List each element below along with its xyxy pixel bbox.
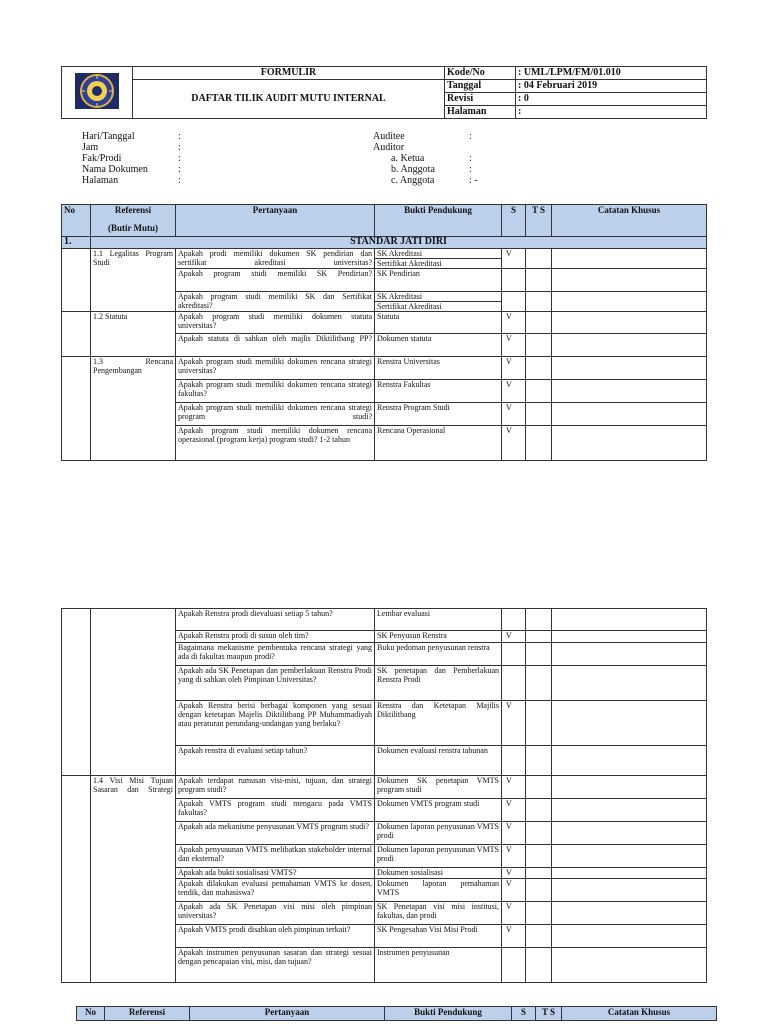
- meta-label: Auditor: [373, 142, 405, 153]
- col-ref-label: Referensi: [114, 205, 152, 215]
- evidence-cell: SK Akreditasi: [375, 249, 501, 259]
- meta-value: :: [178, 175, 181, 186]
- kode-value: : UML/LPM/FM/01.010: [516, 67, 707, 80]
- check-s: V: [502, 312, 526, 334]
- check-ts[interactable]: [526, 666, 552, 701]
- form-title: FORMULIR: [133, 67, 445, 80]
- question-cell: Apakah program studi memiliki dokumen statuta universitas?: [176, 312, 375, 334]
- meta-label: Hari/Tanggal: [82, 131, 135, 142]
- doc-title: DAFTAR TILIK AUDIT MUTU INTERNAL: [133, 80, 445, 119]
- notes-cell[interactable]: [552, 426, 707, 461]
- meta-label: b. Anggota: [391, 164, 435, 175]
- col-ts: T S: [526, 205, 552, 237]
- audit-table-page1: [61, 204, 707, 461]
- check-s: V: [502, 249, 526, 269]
- check-ts[interactable]: [526, 334, 552, 357]
- evidence-cell: Dokumen laporan penyusunan VMTS prodi: [375, 822, 502, 845]
- check-s: V: [502, 776, 526, 799]
- check-ts[interactable]: [526, 631, 552, 643]
- check-ts[interactable]: [526, 701, 552, 746]
- col-question: Pertanyaan: [190, 1007, 385, 1021]
- notes-cell[interactable]: [552, 902, 707, 925]
- notes-cell[interactable]: [552, 334, 707, 357]
- revisi-label: Revisi: [445, 93, 516, 106]
- col-ref: Referensi: [105, 1007, 190, 1021]
- check-s: [502, 643, 526, 666]
- evidence-cell: Sertifikat Akreditasi: [377, 302, 442, 311]
- question-cell: Apakah prodi memiliki dokumen SK pendirian dan sertifikat akreditasi universitas?: [176, 249, 375, 269]
- audit-table-page2: [61, 608, 707, 983]
- question-cell: Apakah penyusunan VMTS melibatkan stakeholder internal dan eksternal?: [176, 845, 375, 868]
- question-cell: Apakah Renstra prodi dievaluasi setiap 5 tahun?: [176, 609, 375, 631]
- question-cell: Apakah VMTS program studi mengacu pada VMTS fakultas?: [176, 799, 375, 822]
- ref-cell: 1.4 Visi Misi Tujuan Sasaran dan Strategi: [91, 776, 176, 983]
- col-s: S: [502, 205, 526, 237]
- check-ts[interactable]: [526, 269, 552, 292]
- question-cell: Apakah program studi memiliki dokumen rencana strategi program studi?: [176, 403, 375, 426]
- question-cell: Apakah program studi memiliki SK dan Sertifikat akreditasi?: [176, 292, 375, 312]
- check-ts[interactable]: [526, 868, 552, 879]
- meta-label: Auditee: [373, 131, 405, 142]
- col-no: No: [62, 205, 91, 237]
- meta-value: :: [469, 131, 472, 142]
- evidence-cell: Dokumen VMTS program studi: [375, 799, 502, 822]
- question-cell: Apakah ada SK Penetapan visi misi oleh pimpinan universitas?: [176, 902, 375, 925]
- check-ts[interactable]: [526, 380, 552, 403]
- evidence-cell: Dokumen SK penetapan VMTS program studi: [375, 776, 502, 799]
- evidence-cell: Renstra Fakultas: [375, 380, 502, 403]
- evidence-cell: Dokumen evaluasi renstra tahunan: [375, 746, 502, 776]
- check-ts[interactable]: [526, 776, 552, 799]
- notes-cell[interactable]: [552, 609, 707, 631]
- notes-cell[interactable]: [552, 868, 707, 879]
- meta-value: :: [469, 164, 472, 175]
- check-s: V: [502, 701, 526, 746]
- evidence-cell: SK Pengesahan Visi Misi Prodi: [375, 925, 502, 948]
- check-s: V: [502, 334, 526, 357]
- check-s: [502, 609, 526, 631]
- kode-label: Kode/No: [445, 67, 516, 80]
- notes-cell[interactable]: [552, 879, 707, 902]
- notes-cell[interactable]: [552, 643, 707, 666]
- col-evidence: Bukti Pendukung: [385, 1007, 512, 1021]
- question-cell: Apakah ada mekanisme penyusunan VMTS program studi?: [176, 822, 375, 845]
- question-cell: Apakah Renstra berisi berbagai komponen yang sesuai dengan ketetapan Majelis Diktilitbang PP Muhammadiyah atau peraturan perundang-undangan yang berlaku?: [176, 701, 375, 746]
- ref-cell: 1.3 Rencana Pengembangan: [91, 357, 176, 461]
- table-row: [62, 609, 707, 631]
- evidence-cell: SK Penyusun Renstra: [375, 631, 502, 643]
- notes-cell[interactable]: [552, 746, 707, 776]
- check-s: V: [502, 868, 526, 879]
- meta-value: :: [178, 142, 181, 153]
- col-notes: Catatan Khusus: [552, 205, 707, 237]
- check-s: V: [502, 879, 526, 902]
- evidence-cell: Lembar evaluasi: [375, 609, 502, 631]
- evidence-cell: Rencana Operasional: [375, 426, 502, 461]
- check-s: V: [502, 380, 526, 403]
- meta-value: :: [178, 164, 181, 175]
- evidence-cell: Instrumen penyusunan: [375, 948, 502, 983]
- tanggal-value: : 04 Februari 2019: [516, 80, 707, 93]
- check-s: [502, 948, 526, 983]
- check-s: [502, 292, 526, 312]
- notes-cell[interactable]: [552, 357, 707, 380]
- notes-cell[interactable]: [552, 925, 707, 948]
- evidence-cell: SK Penetapan visi misi institusi, fakultas, dan prodi: [375, 902, 502, 925]
- check-ts[interactable]: [526, 925, 552, 948]
- notes-cell[interactable]: [552, 822, 707, 845]
- question-cell: Apakah program studi memiliki dokumen rencana strategi fakultas?: [176, 380, 375, 403]
- notes-cell[interactable]: [552, 292, 707, 312]
- notes-cell[interactable]: [552, 380, 707, 403]
- check-s: V: [502, 845, 526, 868]
- check-ts[interactable]: [526, 948, 552, 983]
- check-s: V: [502, 631, 526, 643]
- meta-label: Halaman: [82, 175, 119, 186]
- notes-cell[interactable]: [552, 845, 707, 868]
- evidence-cell: SK Akreditasi: [375, 292, 501, 302]
- meta-value: : -: [469, 175, 478, 186]
- logo-cell: [62, 67, 133, 119]
- question-cell: Apakah renstra di evaluasi setiap tahun?: [176, 746, 375, 776]
- meta-label: a. Ketua: [391, 153, 425, 164]
- check-ts[interactable]: [526, 822, 552, 845]
- evidence-cell: Dokumen statuta: [375, 334, 502, 357]
- question-cell: Bagaimana mekanisme pembentuka rencana strategi yang ada di fakultas maupun prodi?: [176, 643, 375, 666]
- check-s: [502, 666, 526, 701]
- col-no: No: [77, 1007, 105, 1021]
- evidence-cell: Statuta: [375, 312, 502, 334]
- col-notes: Catatan Khusus: [562, 1007, 717, 1021]
- question-cell: Apakah program studi memiliki dokumen rencana operasional (program kerja) program studi? 1-2 tahun: [176, 426, 375, 461]
- ref-cell: 1.2 Statuta: [91, 312, 176, 357]
- evidence-cell: SK Pendirian: [375, 269, 502, 292]
- meta-label: Nama Dokumen: [82, 164, 148, 175]
- halaman-value: :: [516, 106, 707, 119]
- question-cell: Apakah VMTS prodi disahkan oleh pimpinan terkait?: [176, 925, 375, 948]
- col-s: S: [512, 1007, 536, 1021]
- notes-cell[interactable]: [552, 312, 707, 334]
- check-ts[interactable]: [526, 403, 552, 426]
- notes-cell[interactable]: [552, 249, 707, 269]
- check-s: V: [502, 403, 526, 426]
- notes-cell[interactable]: [552, 701, 707, 746]
- revisi-value: : 0: [516, 93, 707, 106]
- header-table: [61, 66, 707, 119]
- notes-cell[interactable]: [552, 666, 707, 701]
- evidence-cell: Dokumen laporan penyusunan VMTS prodi: [375, 845, 502, 868]
- audit-table-page3-header: [76, 1006, 717, 1021]
- check-s: V: [502, 799, 526, 822]
- question-cell: Apakah ada bukti sosialisasi VMTS?: [176, 868, 375, 879]
- meta-right: [373, 131, 523, 186]
- check-ts[interactable]: [526, 902, 552, 925]
- evidence-cell: Renstra Universitas: [375, 357, 502, 380]
- notes-cell[interactable]: [552, 269, 707, 292]
- check-ts[interactable]: [526, 643, 552, 666]
- check-ts[interactable]: [526, 426, 552, 461]
- halaman-label: Halaman: [445, 106, 516, 119]
- check-ts[interactable]: [526, 357, 552, 380]
- col-ref-sub: (Butir Mutu): [107, 223, 159, 233]
- evidence-cell: Dokumen sosialisasi: [375, 868, 502, 879]
- evidence-cell: Renstra dan Ketetapan Majilis Diktilitbang: [375, 701, 502, 746]
- col-ts: T S: [536, 1007, 562, 1021]
- meta-value: :: [178, 131, 181, 142]
- question-cell: Apakah instrumen penyusunan sasaran dan strategi sesuai dengan pencapaian visi, misi, dan tujuan?: [176, 948, 375, 983]
- ref-cell: 1.1 Legalitas Program Studi: [91, 249, 176, 312]
- check-ts[interactable]: [526, 799, 552, 822]
- check-s: V: [502, 925, 526, 948]
- check-ts[interactable]: [526, 312, 552, 334]
- table-row: [62, 357, 707, 380]
- notes-cell[interactable]: [552, 776, 707, 799]
- question-cell: Apakah statuta di sahkan oleh majlis Diktilitbang PP?: [176, 334, 375, 357]
- question-cell: Apakah Renstra prodi di susun oleh tim?: [176, 631, 375, 643]
- question-cell: Apakah program studi memiliki SK Pendirian?: [176, 269, 375, 292]
- check-ts[interactable]: [526, 249, 552, 269]
- notes-cell[interactable]: [552, 948, 707, 983]
- col-ref: [91, 205, 176, 237]
- check-ts[interactable]: [526, 845, 552, 868]
- question-cell: Apakah program studi memiliki dokumen rencana strategi universitas?: [176, 357, 375, 380]
- meta-value: :: [469, 153, 472, 164]
- check-s: V: [502, 426, 526, 461]
- tanggal-label: Tanggal: [445, 80, 516, 93]
- check-s: V: [502, 902, 526, 925]
- section-title: STANDAR JATI DIRI: [91, 237, 707, 249]
- table-row: [62, 776, 707, 799]
- check-s: V: [502, 357, 526, 380]
- evidence-cell: SK penetapan dan Pemberlakuan Renstra Prodi: [375, 666, 502, 701]
- meta-value: :: [178, 153, 181, 164]
- notes-cell[interactable]: [552, 403, 707, 426]
- meta-label: c. Anggota: [391, 175, 435, 186]
- check-s: [502, 746, 526, 776]
- evidence-cell: Dokumen laporan pemahaman VMTS: [375, 879, 502, 902]
- evidence-cell: Sertifikat Akreditasi: [377, 259, 442, 268]
- meta-label: Jam: [82, 142, 99, 153]
- notes-cell[interactable]: [552, 799, 707, 822]
- notes-cell[interactable]: [552, 631, 707, 643]
- table-row: [62, 249, 707, 269]
- question-cell: Apakah dilakukan evaluasi pemahaman VMTS ke dosen, tendik, dan mahasiswa?: [176, 879, 375, 902]
- check-ts[interactable]: [526, 746, 552, 776]
- check-ts[interactable]: [526, 879, 552, 902]
- check-ts[interactable]: [526, 609, 552, 631]
- section-no: 1.: [62, 237, 91, 249]
- question-cell: Apakah terdapat rumusan visi-misi, tujuan, dan strategi program studi?: [176, 776, 375, 799]
- table-row: [62, 312, 707, 334]
- check-ts[interactable]: [526, 292, 552, 312]
- check-s: [502, 269, 526, 292]
- university-seal-icon: [71, 71, 123, 111]
- col-question: Pertanyaan: [176, 205, 375, 237]
- col-evidence: Bukti Pendukung: [375, 205, 502, 237]
- evidence-cell: Renstra Program Studi: [375, 403, 502, 426]
- meta-label: Fak/Prodi: [82, 153, 122, 164]
- meta-left: [82, 131, 282, 186]
- evidence-cell: Buku pedoman penyusunan renstra: [375, 643, 502, 666]
- check-s: V: [502, 822, 526, 845]
- question-cell: Apakah ada SK Penetapan dan pemberlakuan Renstra Prodi yang di sahkan oleh Pimpinan Universitas?: [176, 666, 375, 701]
